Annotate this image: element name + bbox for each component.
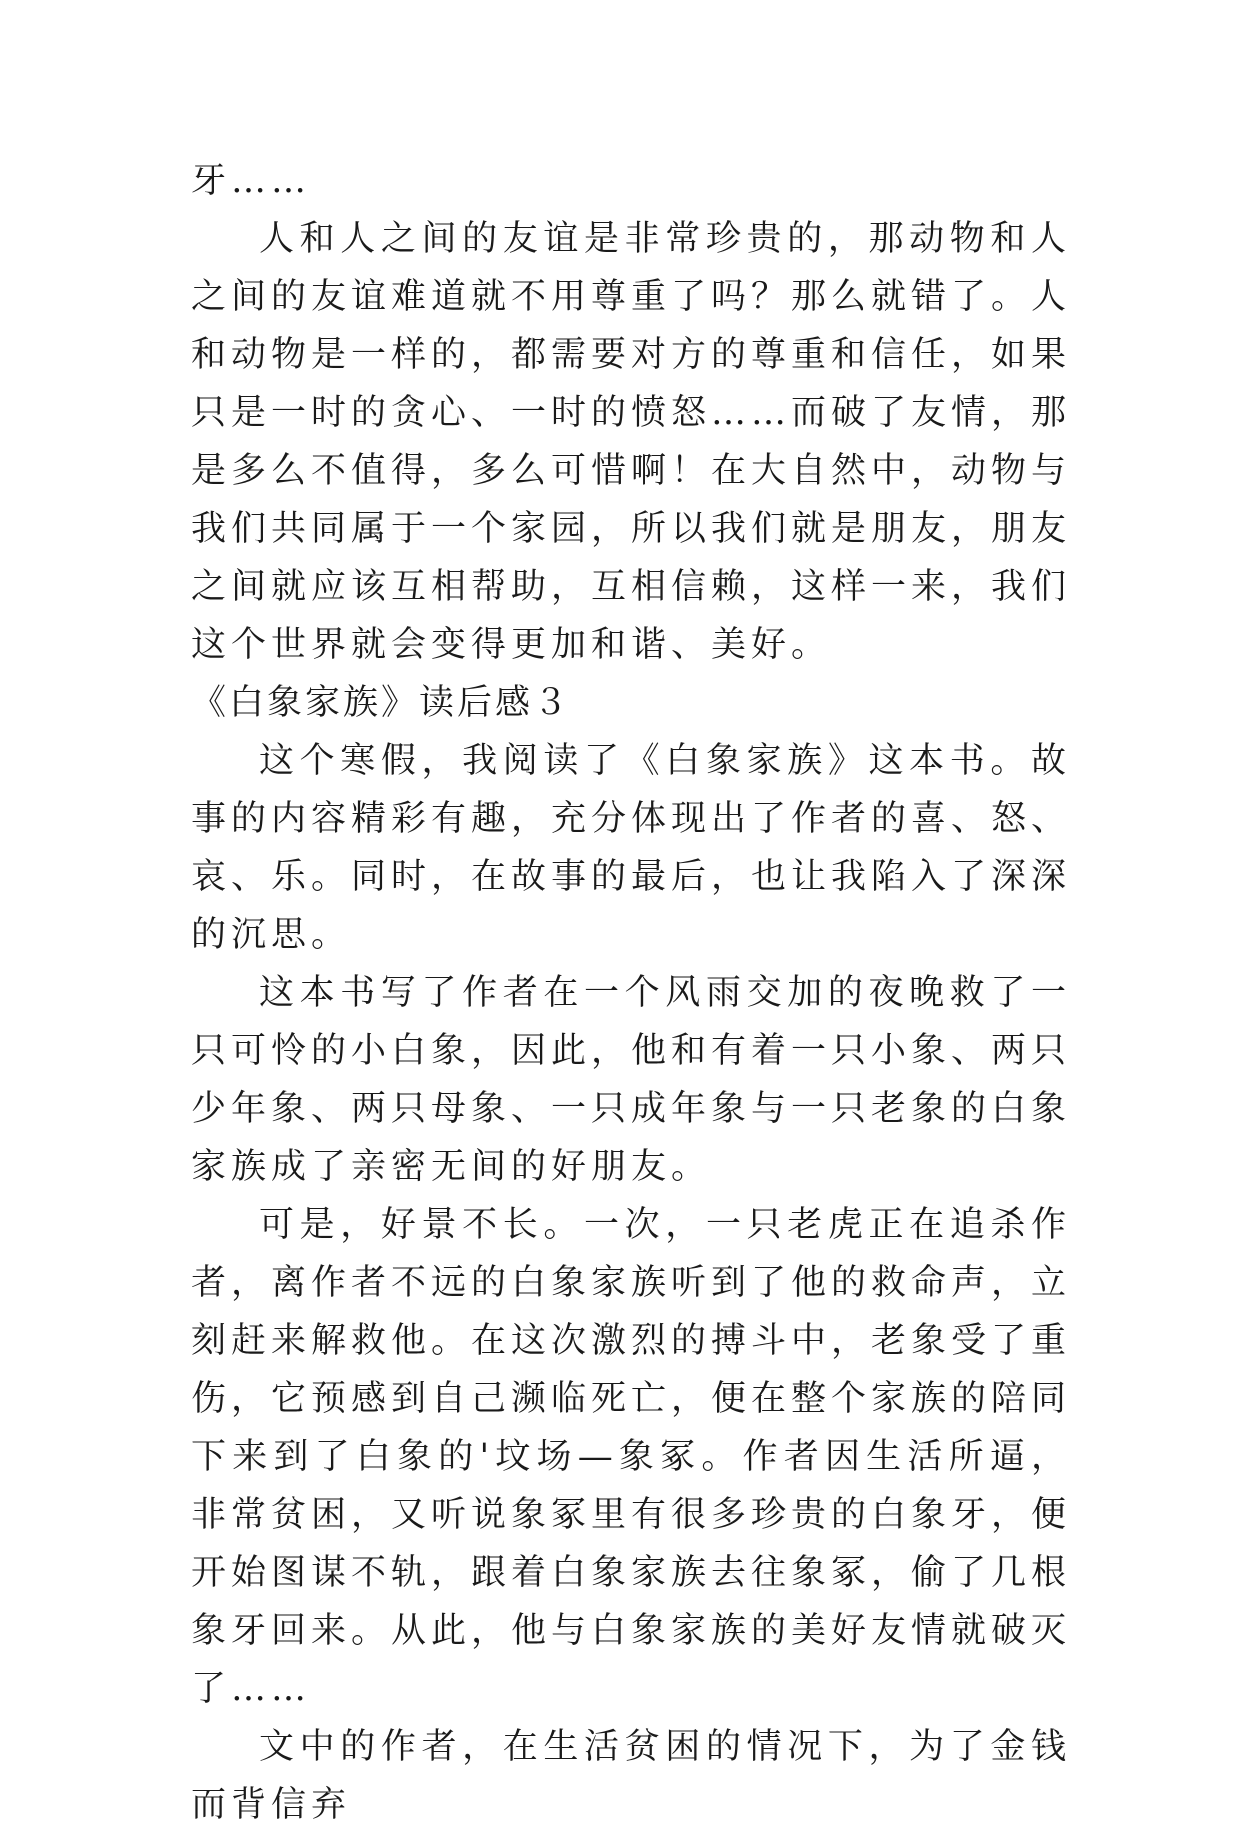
paragraph: 这个寒假，我阅读了《白象家族》这本书。故事的内容精彩有趣，充分体现出了作者的喜、怒、哀、乐。同时，在故事的最后，也让我陷入了深深的沉思。 <box>191 741 1072 955</box>
paragraph: 可是，好景不长。一次，一只老虎正在追杀作者，离作者不远的白象家族听到了他的救命声，立刻赶来解救他。在这次激烈的搏斗中，老象受了重伤，它预感到自己濒临死亡，便在整个家族的陪同下来到了白象的'坟场—象冢。作者因生活所逼，非常贫困，又听说象冢里有很多珍贵的白象牙，便开始图谋不轨，跟着白象家族去往象冢，偷了几根象牙回来。从此，他与白象家族的美好友情就破灭了…… <box>191 1205 1072 1709</box>
section-heading: 《白象家族》读后感３ <box>191 683 572 723</box>
paragraph: 这本书写了作者在一个风雨交加的夜晚救了一只可怜的小白象，因此，他和有着一只小象、两只少年象、两只母象、一只成年象与一只老象的白象家族成了亲密无间的好朋友。 <box>191 973 1072 1187</box>
document-body <box>191 152 1071 1834</box>
paragraph: 文中的作者，在生活贫困的情况下，为了金钱而背信弃 <box>191 1727 1071 1825</box>
paragraph: 人和人之间的友谊是非常珍贵的，那动物和人之间的友谊难道就不用尊重了吗？那么就错了。人和动物是一样的，都需要对方的尊重和信任，如果只是一时的贪心、一时的愤怒……而破了友情，那是多么不值得，多么可惜啊！在大自然中，动物与我们共同属于一个家园，所以我们就是朋友，朋友之间就应该互相帮助，互相信赖，这样一来，我们这个世界就会变得更加和谐、美好。 <box>191 219 1072 665</box>
paragraph-continuation: 牙…… <box>191 161 312 201</box>
